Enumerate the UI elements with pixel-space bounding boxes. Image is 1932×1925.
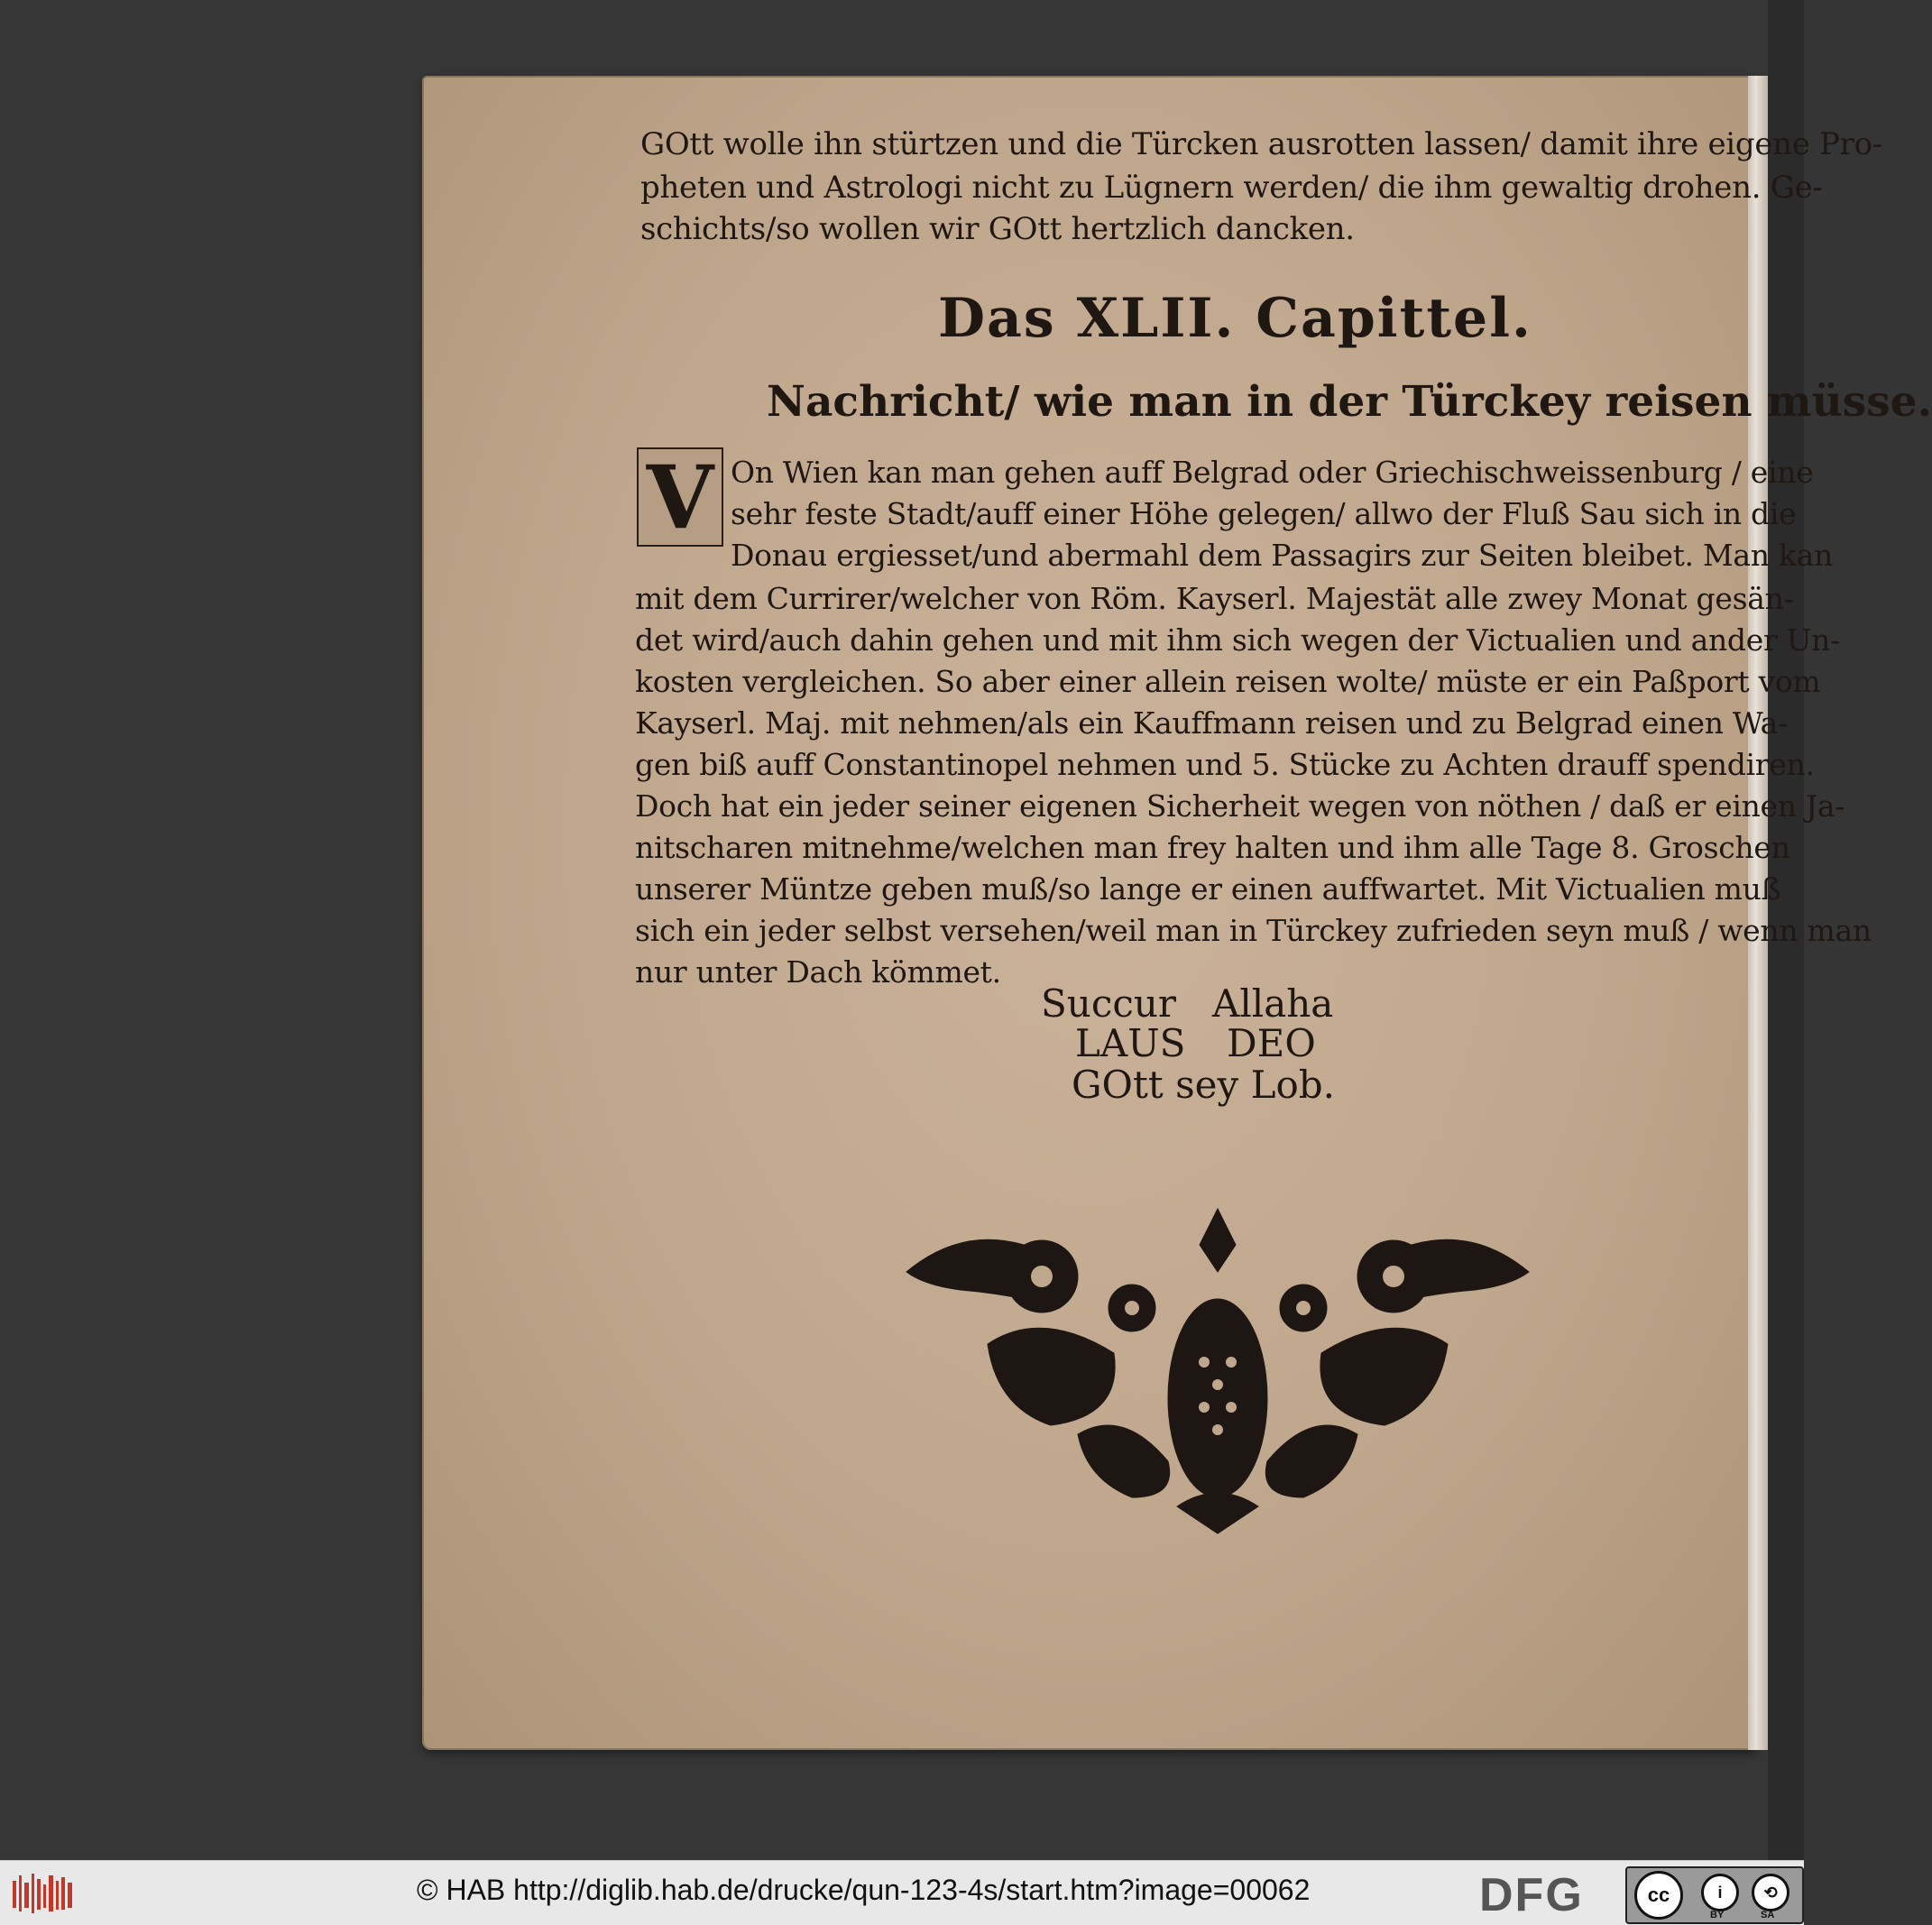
body-line-11: unserer Müntze geben muß/so lange er einen auffwartet. Mit Victualien muß — [635, 871, 1781, 907]
body-line-5: det wird/auch dahin gehen und mit ihm sich wegen der Victualien und ander Un- — [635, 622, 1840, 658]
closing-succur: Succur — [1041, 981, 1176, 1026]
chapter-subtitle: Nachricht/ wie man in der Türckey reisen müsse. — [767, 377, 1932, 427]
copyright-url-text[interactable]: © HAB http://diglib.hab.de/drucke/qun-123-4s/start.htm?image=00062 — [417, 1874, 1311, 1906]
body-line-7: Kayserl. Maj. mit nehmen/als ein Kauffmann reisen und zu Belgrad einen Wa- — [635, 705, 1788, 741]
body-line-3: Donau ergiesset/und abermahl dem Passagirs zur Seiten bleibet. Man kan — [731, 538, 1833, 573]
footer-bar — [0, 1860, 1804, 1925]
body-line-12: sich ein jeder selbst versehen/weil man in Türckey zufrieden seyn muß / wenn man — [635, 913, 1872, 948]
sa-share-alike-icon: ⟲ — [1752, 1874, 1789, 1911]
hab-barcode-logo-icon[interactable] — [11, 1872, 76, 1915]
body-line-13: nur unter Dach kömmet. — [635, 954, 1001, 990]
ornament-vignette-icon — [906, 1209, 1529, 1534]
body-line-6: kosten vergleichen. So aber einer allein reisen wolte/ müste er ein Paßport vom — [635, 664, 1821, 699]
body-line-10: nitscharen mitnehme/welchen man frey halten und ihm alle Tage 8. Groschen — [635, 830, 1790, 865]
decorated-initial: V — [637, 447, 723, 547]
by-attribution-icon: i — [1701, 1874, 1739, 1911]
body-line-2: sehr feste Stadt/auff einer Höhe gelegen/ allwo der Fluß Sau sich in die — [731, 496, 1797, 531]
body-line-8: gen biß auff Constantinopel nehmen und 5. Stücke zu Achten drauff spendiren. — [635, 747, 1815, 782]
chapter-title: Das XLII. Capittel. — [938, 287, 1532, 350]
body-line-9: Doch hat ein jeder seiner eigenen Sicherheit wegen von nöthen / daß er einen Ja- — [635, 788, 1845, 824]
closing-laus: LAUS — [1075, 1021, 1186, 1065]
text-line-top-1: GOtt wolle ihn stürtzen und die Türcken ausrotten lassen/ damit ihre eigene Pro- — [640, 126, 1882, 162]
body-line-4: mit dem Currirer/welcher von Röm. Kayserl. Majestät alle zwey Monat gesän- — [635, 581, 1794, 616]
closing-allaha: Allaha — [1212, 981, 1334, 1026]
text-line-top-3: schichts/so wollen wir GOtt hertzlich dancken. — [640, 211, 1355, 247]
by-label: BY — [1710, 1910, 1725, 1920]
text-line-top-2: pheten und Astrologi nicht zu Lügnern werden/ die ihm gewaltig drohen. Ge- — [640, 170, 1823, 206]
closing-gott-sey-lob: GOtt sey Lob. — [1072, 1063, 1335, 1107]
cc-logo-icon: cc — [1634, 1871, 1683, 1920]
body-line-1: On Wien kan man gehen auff Belgrad oder Griechischweissenburg / eine — [731, 455, 1814, 490]
closing-deo: DEO — [1227, 1021, 1316, 1065]
dfg-logo-icon[interactable]: DFG — [1479, 1869, 1584, 1921]
cc-by-sa-icon[interactable] — [1625, 1866, 1804, 1924]
sa-label: SA — [1761, 1910, 1775, 1920]
